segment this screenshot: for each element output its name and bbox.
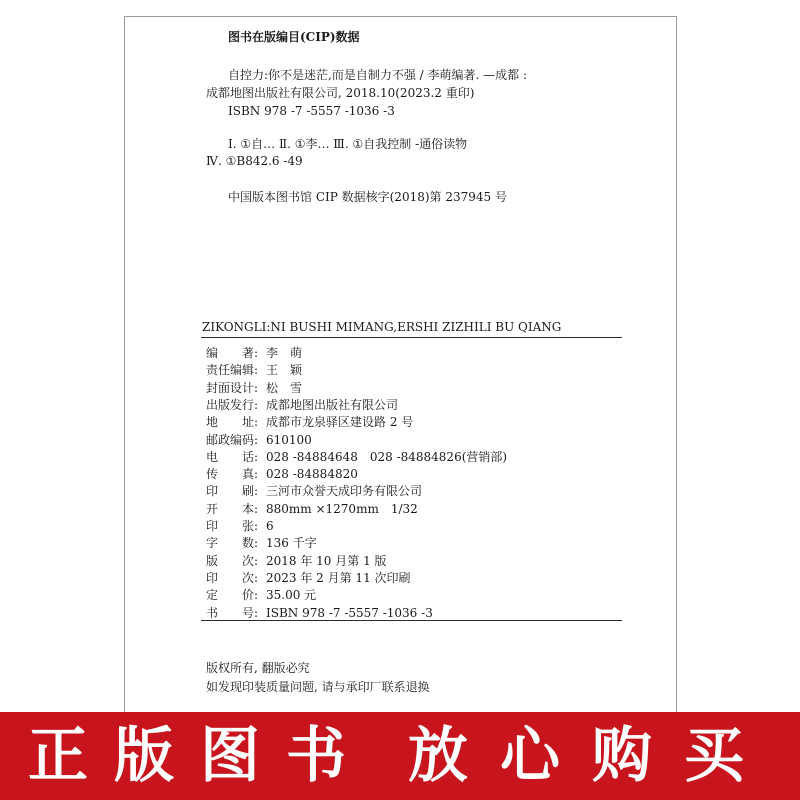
detail-label: 传 真: xyxy=(206,467,259,482)
genuine-book-banner xyxy=(0,712,800,800)
cip-entry-line2: 成都地图出版社有限公司, 2018.10(2023.2 重印) xyxy=(206,86,475,100)
detail-label: 定 价: xyxy=(206,588,259,603)
detail-value: 880mm ×1270mm 1/32 xyxy=(266,501,418,516)
banner-char: 图 xyxy=(200,721,260,791)
detail-value: 028 -84884820 xyxy=(266,467,358,482)
detail-label: 印 刷: xyxy=(206,484,259,499)
detail-label: 出版发行: xyxy=(206,397,259,412)
detail-label: 责任编辑: xyxy=(206,363,259,378)
banner-char: 购 xyxy=(592,721,652,791)
detail-value: 三河市众誉天成印务有限公司 xyxy=(266,484,423,499)
banner-char: 心 xyxy=(500,721,560,791)
banner-slogan xyxy=(0,712,800,800)
cip-classification-line1: Ⅰ. ①自… Ⅱ. ①李… Ⅲ. ①自我控制 -通俗读物 xyxy=(228,137,468,151)
cip-core-number: 中国版本图书馆 CIP 数据核字(2018)第 237945 号 xyxy=(228,190,507,204)
return-notice: 如发现印装质量问题, 请与承印厂联系退换 xyxy=(206,680,430,694)
banner-char: 买 xyxy=(684,721,744,791)
detail-label: 版 次: xyxy=(206,553,259,568)
cip-classification-line2: Ⅳ. ①B842.6 -49 xyxy=(206,154,303,168)
detail-label: 印 次: xyxy=(206,570,259,585)
detail-label: 开 本: xyxy=(206,501,259,516)
banner-char: 放 xyxy=(408,721,468,791)
banner-char: 正 xyxy=(28,721,88,791)
detail-label: 书 号: xyxy=(206,605,259,620)
cip-title: 图书在版编目(CIP)数据 xyxy=(228,30,360,44)
cip-entry-line1: 自控力:你不是迷茫,而是自制力不强 / 李萌编著. —成都 : xyxy=(228,68,528,82)
detail-value: 松 雪 xyxy=(266,380,303,395)
banner-char: 版 xyxy=(114,721,174,791)
detail-value: 610100 xyxy=(266,432,312,447)
detail-label: 字 数: xyxy=(206,536,259,551)
detail-label: 邮政编码: xyxy=(206,432,259,447)
detail-value: 35.00 元 xyxy=(266,588,317,603)
detail-value: 李 萌 xyxy=(266,346,303,360)
detail-value: 2018 年 10 月第 1 版 xyxy=(266,553,387,568)
detail-value: 136 千字 xyxy=(266,536,317,551)
detail-value: ISBN 978 -7 -5557 -1036 -3 xyxy=(266,605,433,620)
detail-value: 028 -84884648 028 -84884826(营销部) xyxy=(266,449,508,464)
detail-value: 王 颖 xyxy=(266,363,303,378)
detail-value: 6 xyxy=(266,519,274,533)
detail-value: 成都地图出版社有限公司 xyxy=(266,397,399,412)
detail-value: 成都市龙泉驿区建设路 2 号 xyxy=(266,415,414,430)
copyright-notice: 版权所有, 翻版必究 xyxy=(206,661,310,675)
detail-value: 2023 年 2 月第 11 次印刷 xyxy=(266,570,411,585)
divider-bottom xyxy=(201,620,622,621)
detail-label: 封面设计: xyxy=(206,380,259,395)
detail-label: 地 址: xyxy=(206,415,259,430)
divider-top xyxy=(201,337,622,338)
banner-char: 书 xyxy=(286,721,346,791)
detail-label: 编 著: xyxy=(206,346,259,360)
cip-isbn: ISBN 978 -7 -5557 -1036 -3 xyxy=(228,104,395,118)
detail-label: 印 张: xyxy=(206,519,259,533)
detail-label: 电 话: xyxy=(206,449,259,464)
pinyin-title: ZIKONGLI:NI BUSHI MIMANG,ERSHI ZIZHILI BU QIANG xyxy=(202,320,562,334)
